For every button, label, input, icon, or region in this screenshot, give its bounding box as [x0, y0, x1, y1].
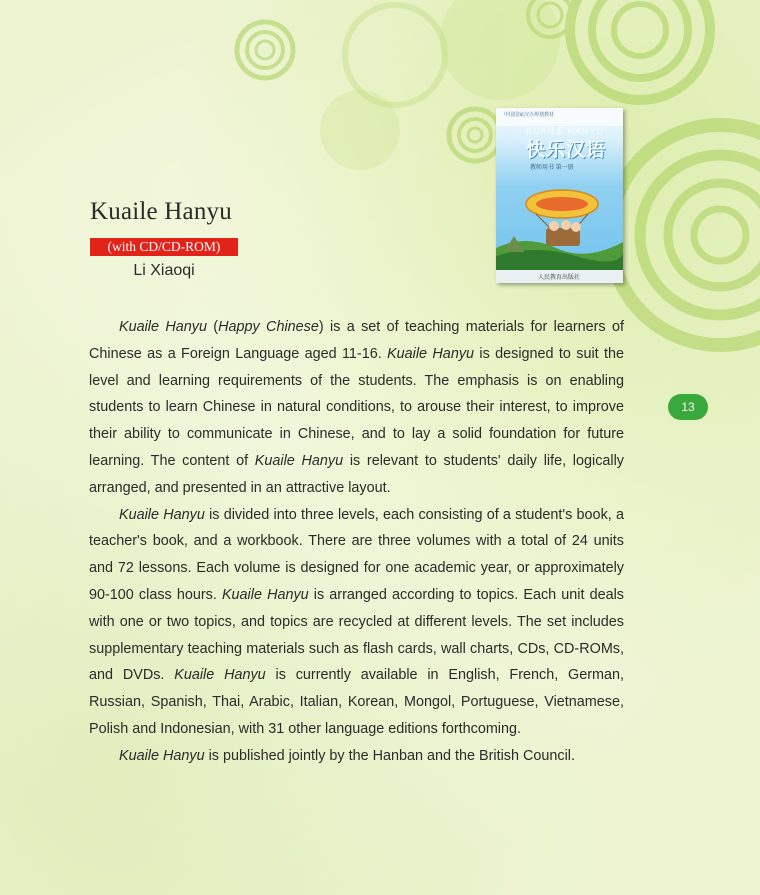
italic-title-run: Kuaile Hanyu	[221, 586, 309, 603]
cover-pinyin-title: KUAILE HANYU	[526, 126, 605, 136]
book-cover-image	[496, 108, 623, 283]
cover-illustration	[496, 182, 623, 272]
author-name: Li Xiaoqi	[133, 262, 195, 279]
italic-title-run: Kuaile Hanyu	[119, 506, 205, 523]
page-number-badge: 13	[668, 394, 708, 420]
text-run: is divided into three levels, each consisting of a student's book, a teacher's book, and a workbook. There are three volumes with a total of 24 units and 72 lessons. Each volume is designed for one academic year, or approximately 90-100 class hours.	[89, 506, 624, 603]
description-text	[89, 314, 624, 770]
text-run: is published jointly by the Hanban and the British Council.	[204, 747, 575, 764]
cover-volume-text: 教师用书 第一册	[530, 165, 574, 171]
italic-title-run: Kuaile Hanyu	[119, 747, 205, 764]
paragraph	[89, 314, 624, 502]
text-run: is currently available in English, French, German, Russian, Spanish, Thai, Arabic, Italian, Korean, Mongol, Portuguese, Vietnamese, Polish and Indonesian, with 31 other language editions forthcoming.	[89, 667, 625, 737]
paragraph	[89, 743, 624, 770]
edition-badge: (with CD/CD-ROM)	[90, 238, 238, 256]
italic-title-run: Kuaile Hanyu	[174, 667, 266, 684]
text-run: is designed to suit the level and learning requirements of the students. The emphasis is on enabling students to learn Chinese in natural conditions, to arouse their interest, to improve their ability to communicate in Chinese, and to lay a solid foundation for future learning. The content of	[89, 345, 625, 469]
text-run: is relevant to students' daily life, logically arranged, and presented in an attractive layout.	[89, 452, 624, 496]
italic-title-run: Kuaile Hanyu	[119, 319, 207, 335]
italic-title-run: Kuaile Hanyu	[254, 452, 344, 469]
book-title: Kuaile Hanyu	[90, 198, 232, 225]
text-run: is arranged according to topics. Each unit deals with one or two topics, and topics are recycled at different levels. The set includes supplementary teaching materials such as flash cards, wall charts, CDs, CD-ROMs, and DVDs.	[89, 586, 624, 684]
paragraph	[89, 502, 624, 743]
italic-title-run: Happy Chinese	[218, 319, 319, 335]
cover-publisher: 人民教育出版社	[538, 275, 581, 281]
text-run: ) is a set of teaching materials for learners of Chinese as a Foreign Language aged 11-16.	[89, 319, 624, 362]
italic-title-run: Kuaile Hanyu	[387, 345, 475, 362]
cover-chinese-title: 快乐汉语	[526, 140, 607, 161]
cover-series-text: 中国国家汉办规划教材	[504, 112, 555, 118]
text-run: (	[206, 319, 219, 335]
